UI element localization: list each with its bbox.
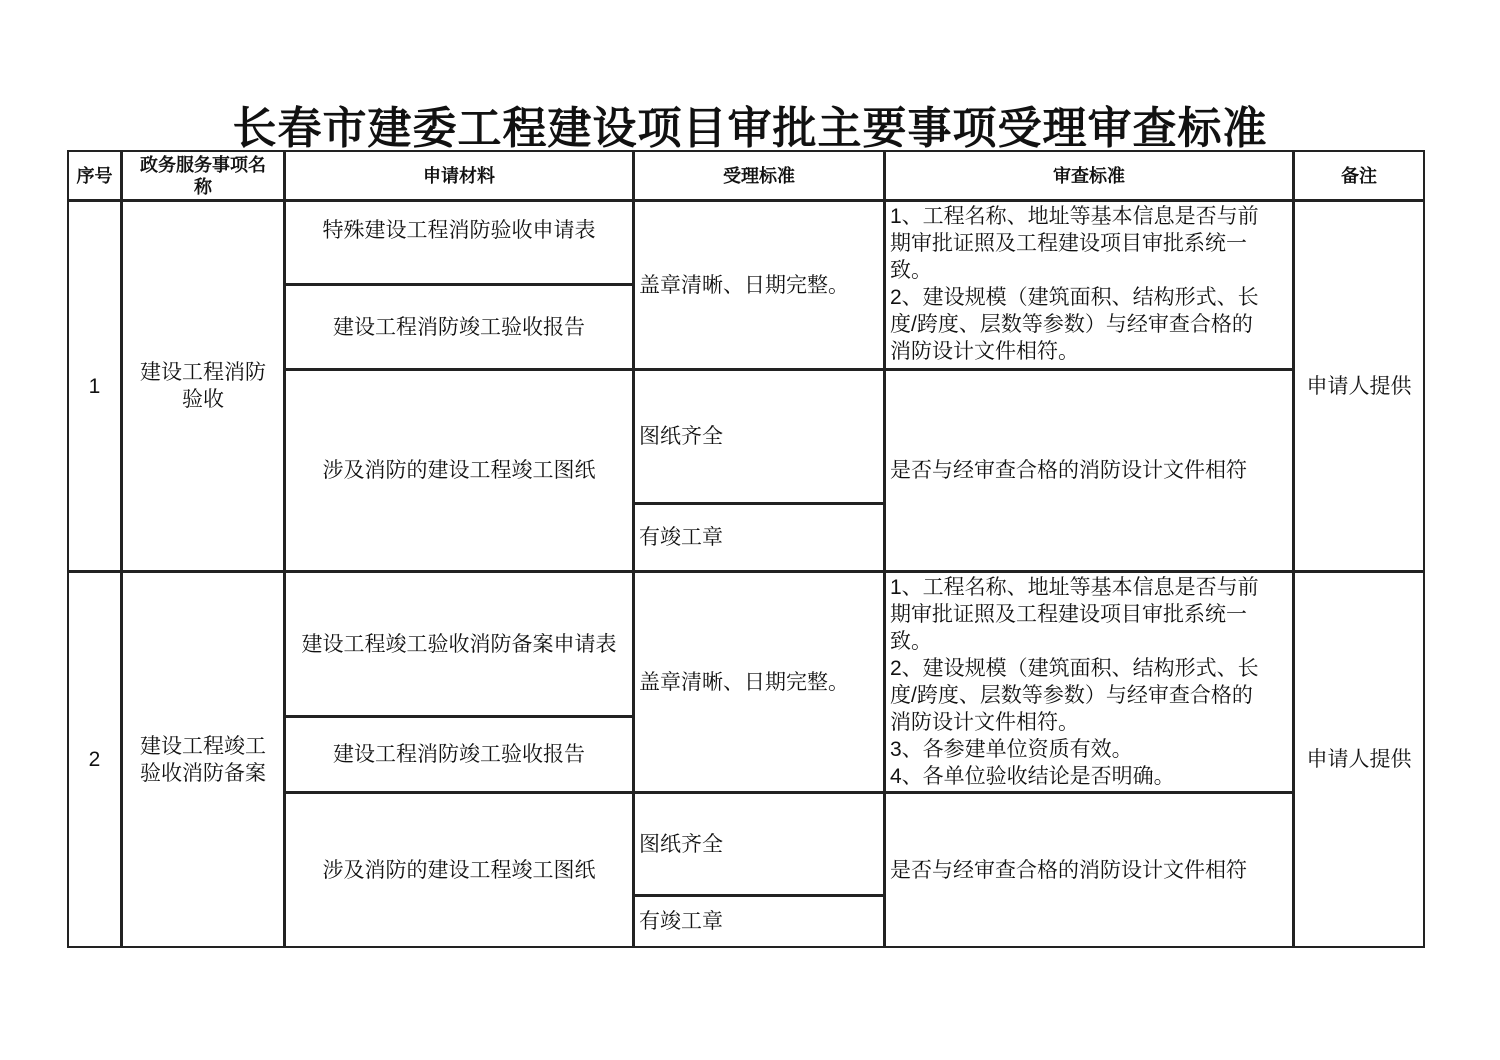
row-1-acceptance: 有竣工章 [633, 503, 885, 572]
header-acceptance: 受理标准 [633, 150, 885, 201]
row-2-review: 是否与经审查合格的消防设计文件相符 [884, 792, 1294, 948]
page-title: 长春市建委工程建设项目审批主要事项受理审查标准 [232, 104, 1268, 153]
header-materials: 申请材料 [284, 150, 634, 201]
header-service-item: 政务服务事项名 称 [121, 150, 285, 201]
row-2-material: 涉及消防的建设工程竣工图纸 [284, 792, 634, 948]
row-2-note: 申请人提供 [1293, 571, 1425, 948]
row-1-material: 建设工程消防竣工验收报告 [284, 284, 634, 370]
row-1-item: 建设工程消防 验收 [121, 200, 285, 572]
row-1-acceptance: 图纸齐全 [633, 369, 885, 504]
row-2-review: 1、工程名称、地址等基本信息是否与前 期审批证照及工程建设项目审批系统一 致。 2、建设规模（建筑面积、结构形式、长 度/跨度、层数等参数）与经审查合格的 消防设计文件相符。 3、各参建单位资质有效。 4、各单位验收结论是否明确。 [884, 571, 1294, 793]
row-1-material: 涉及消防的建设工程竣工图纸 [284, 369, 634, 572]
row-1-acceptance: 盖章清晰、日期完整。 [633, 200, 885, 370]
row-2-acceptance: 盖章清晰、日期完整。 [633, 571, 885, 793]
header-no: 序号 [67, 150, 122, 201]
row-2-acceptance: 图纸齐全 [633, 792, 885, 896]
row-2-acceptance: 有竣工章 [633, 895, 885, 948]
header-note: 备注 [1293, 150, 1425, 201]
row-1-review: 是否与经审查合格的消防设计文件相符 [884, 369, 1294, 572]
row-1-note: 申请人提供 [1293, 200, 1425, 572]
header-review: 审查标准 [884, 150, 1294, 201]
row-2-item: 建设工程竣工 验收消防备案 [121, 571, 285, 948]
row-1-review: 1、工程名称、地址等基本信息是否与前 期审批证照及工程建设项目审批系统一 致。 2、建设规模（建筑面积、结构形式、长 度/跨度、层数等参数）与经审查合格的 消防设计文件相符。 [884, 200, 1294, 370]
row-2-material: 建设工程消防竣工验收报告 [284, 716, 634, 793]
row-2-no: 2 [67, 571, 122, 948]
row-1-no: 1 [67, 200, 122, 572]
row-2-material: 建设工程竣工验收消防备案申请表 [284, 571, 634, 717]
row-1-material: 特殊建设工程消防验收申请表 [284, 200, 634, 285]
